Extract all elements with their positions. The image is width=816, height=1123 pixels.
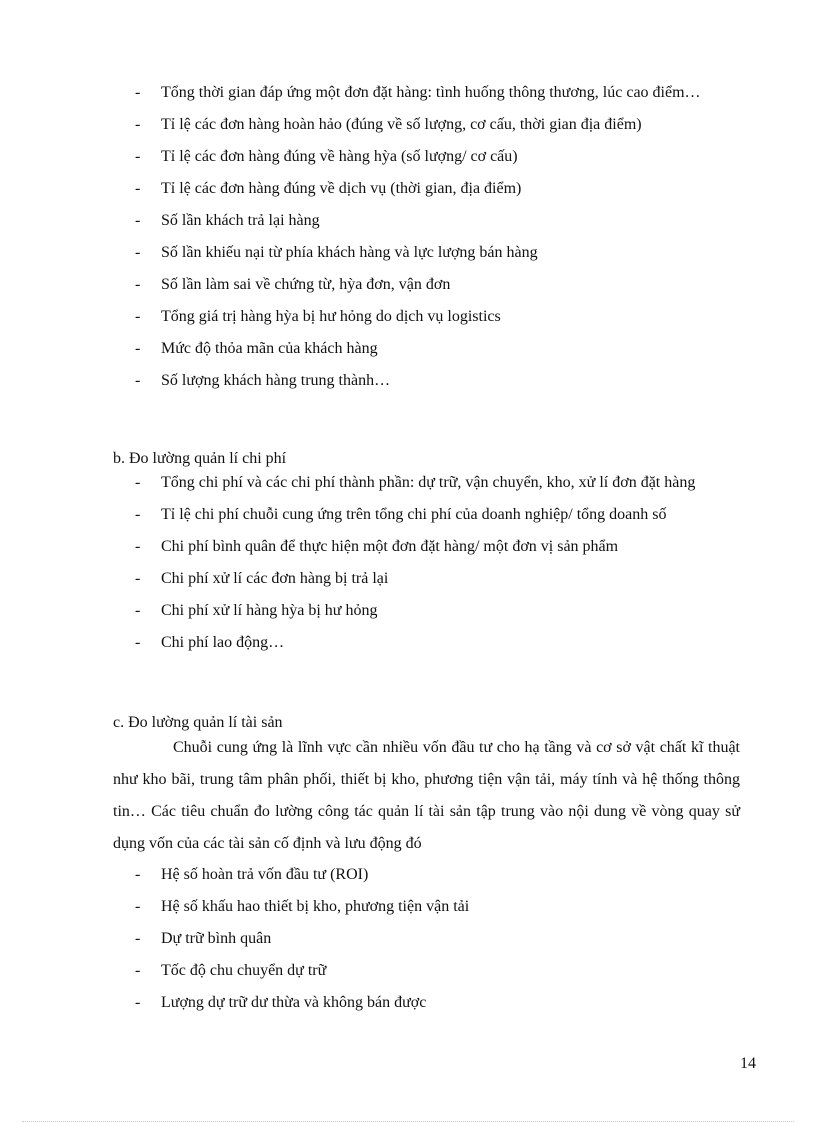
list-item [0, 955, 816, 987]
list-item-text: Chi phí lao động… [161, 634, 285, 651]
bullet-dash: - [135, 474, 141, 491]
list-item-text: Chi phí xử lí hàng hỳa bị hư hỏng [161, 602, 378, 619]
bullet-dash: - [135, 340, 141, 357]
list-item-text: Tốc độ chu chuyển dự trữ [161, 962, 327, 979]
list-item-text: Dự trữ bình quân [161, 930, 272, 947]
list-item [0, 859, 816, 891]
bullet-dash: - [135, 84, 141, 101]
list-item-text: Tổng chi phí và các chi phí thành phần: dự trữ, vận chuyển, kho, xử lí đơn đặt hàng [161, 474, 696, 491]
list-item-text: Tổng thời gian đáp ứng một đơn đặt hàng: tình huống thông thương, lúc cao điểm… [161, 84, 701, 101]
list-item-text: Tỉ lệ các đơn hàng đúng về hàng hỳa (số lượng/ cơ cấu) [161, 148, 518, 165]
bullet-dash: - [135, 634, 141, 651]
bullet-dash: - [135, 570, 141, 587]
list-item [0, 987, 816, 1019]
list-item [0, 77, 816, 109]
list-item [0, 237, 816, 269]
list-item [0, 627, 816, 659]
section-b-list [0, 467, 816, 659]
list-item-text: Số lần khiếu nại từ phía khách hàng và lực lượng bán hàng [161, 244, 538, 261]
list-item [0, 891, 816, 923]
bullet-dash: - [135, 212, 141, 229]
list-item-text: Tỉ lệ chi phí chuỗi cung ứng trên tổng chi phí của doanh nghiệp/ tổng doanh số [161, 506, 667, 523]
bullet-dash: - [135, 244, 141, 261]
list-item [0, 563, 816, 595]
list-item [0, 499, 816, 531]
list-item [0, 301, 816, 333]
bullet-dash: - [135, 898, 141, 915]
footer-dotted-divider [22, 1121, 794, 1122]
list-item-text: Tổng giá trị hàng hỳa bị hư hỏng do dịch vụ logistics [161, 308, 501, 325]
page-number: 14 [740, 1055, 756, 1072]
list-item [0, 467, 816, 499]
section-b-heading: b. Đo lường quản lí chi phí [113, 450, 287, 467]
section-c-list [0, 859, 816, 1019]
bullet-dash: - [135, 116, 141, 133]
bullet-dash: - [135, 962, 141, 979]
section-c-heading: c. Đo lường quản lí tài sản [113, 714, 283, 731]
list-item-text: Chi phí xử lí các đơn hàng bị trả lại [161, 570, 389, 587]
list-item [0, 923, 816, 955]
list-item [0, 141, 816, 173]
list-item [0, 269, 816, 301]
list-item [0, 205, 816, 237]
list-item [0, 531, 816, 563]
section-a-list [0, 77, 816, 397]
bullet-dash: - [135, 308, 141, 325]
section-c-paragraph: Chuỗi cung ứng là lĩnh vực cần nhiều vốn đầu tư cho hạ tầng và cơ sở vật chất kĩ thuật như kho bãi, trung tâm phân phối, thiết bị kho, phương tiện vận tải, máy tính và hệ thống thông tin… Các tiêu chuẩn đo lường công tác quản lí tài sản tập trung vào nội dung về vòng quay sử dụng vốn của các tài sản cố định và lưu động đó [113, 739, 740, 852]
list-item-text: Tỉ lệ các đơn hàng hoàn hảo (đúng về số lượng, cơ cấu, thời gian địa điểm) [161, 116, 642, 133]
list-item [0, 595, 816, 627]
list-item-text: Số lần làm sai về chứng từ, hỳa đơn, vận đơn [161, 276, 451, 293]
bullet-dash: - [135, 538, 141, 555]
bullet-dash: - [135, 506, 141, 523]
bullet-dash: - [135, 180, 141, 197]
list-item-text: Hệ số khấu hao thiết bị kho, phương tiện vận tải [161, 898, 470, 915]
bullet-dash: - [135, 930, 141, 947]
bullet-dash: - [135, 994, 141, 1011]
list-item [0, 109, 816, 141]
list-item-text: Chi phí bình quân để thực hiện một đơn đặt hàng/ một đơn vị sản phẩm [161, 538, 619, 555]
list-item-text: Hệ số hoàn trả vốn đầu tư (ROI) [161, 866, 369, 883]
list-item-text: Số lần khách trả lại hàng [161, 212, 320, 229]
list-item-text: Tỉ lệ các đơn hàng đúng về dịch vụ (thời gian, địa điểm) [161, 180, 522, 197]
bullet-dash: - [135, 866, 141, 883]
list-item [0, 365, 816, 397]
bullet-dash: - [135, 148, 141, 165]
list-item-text: Mức độ thỏa mãn của khách hàng [161, 340, 378, 357]
bullet-dash: - [135, 602, 141, 619]
list-item-text: Lượng dự trữ dư thừa và không bán được [161, 994, 427, 1011]
list-item [0, 333, 816, 365]
list-item-text: Số lượng khách hàng trung thành… [161, 372, 391, 389]
bullet-dash: - [135, 276, 141, 293]
bullet-dash: - [135, 372, 141, 389]
list-item [0, 173, 816, 205]
